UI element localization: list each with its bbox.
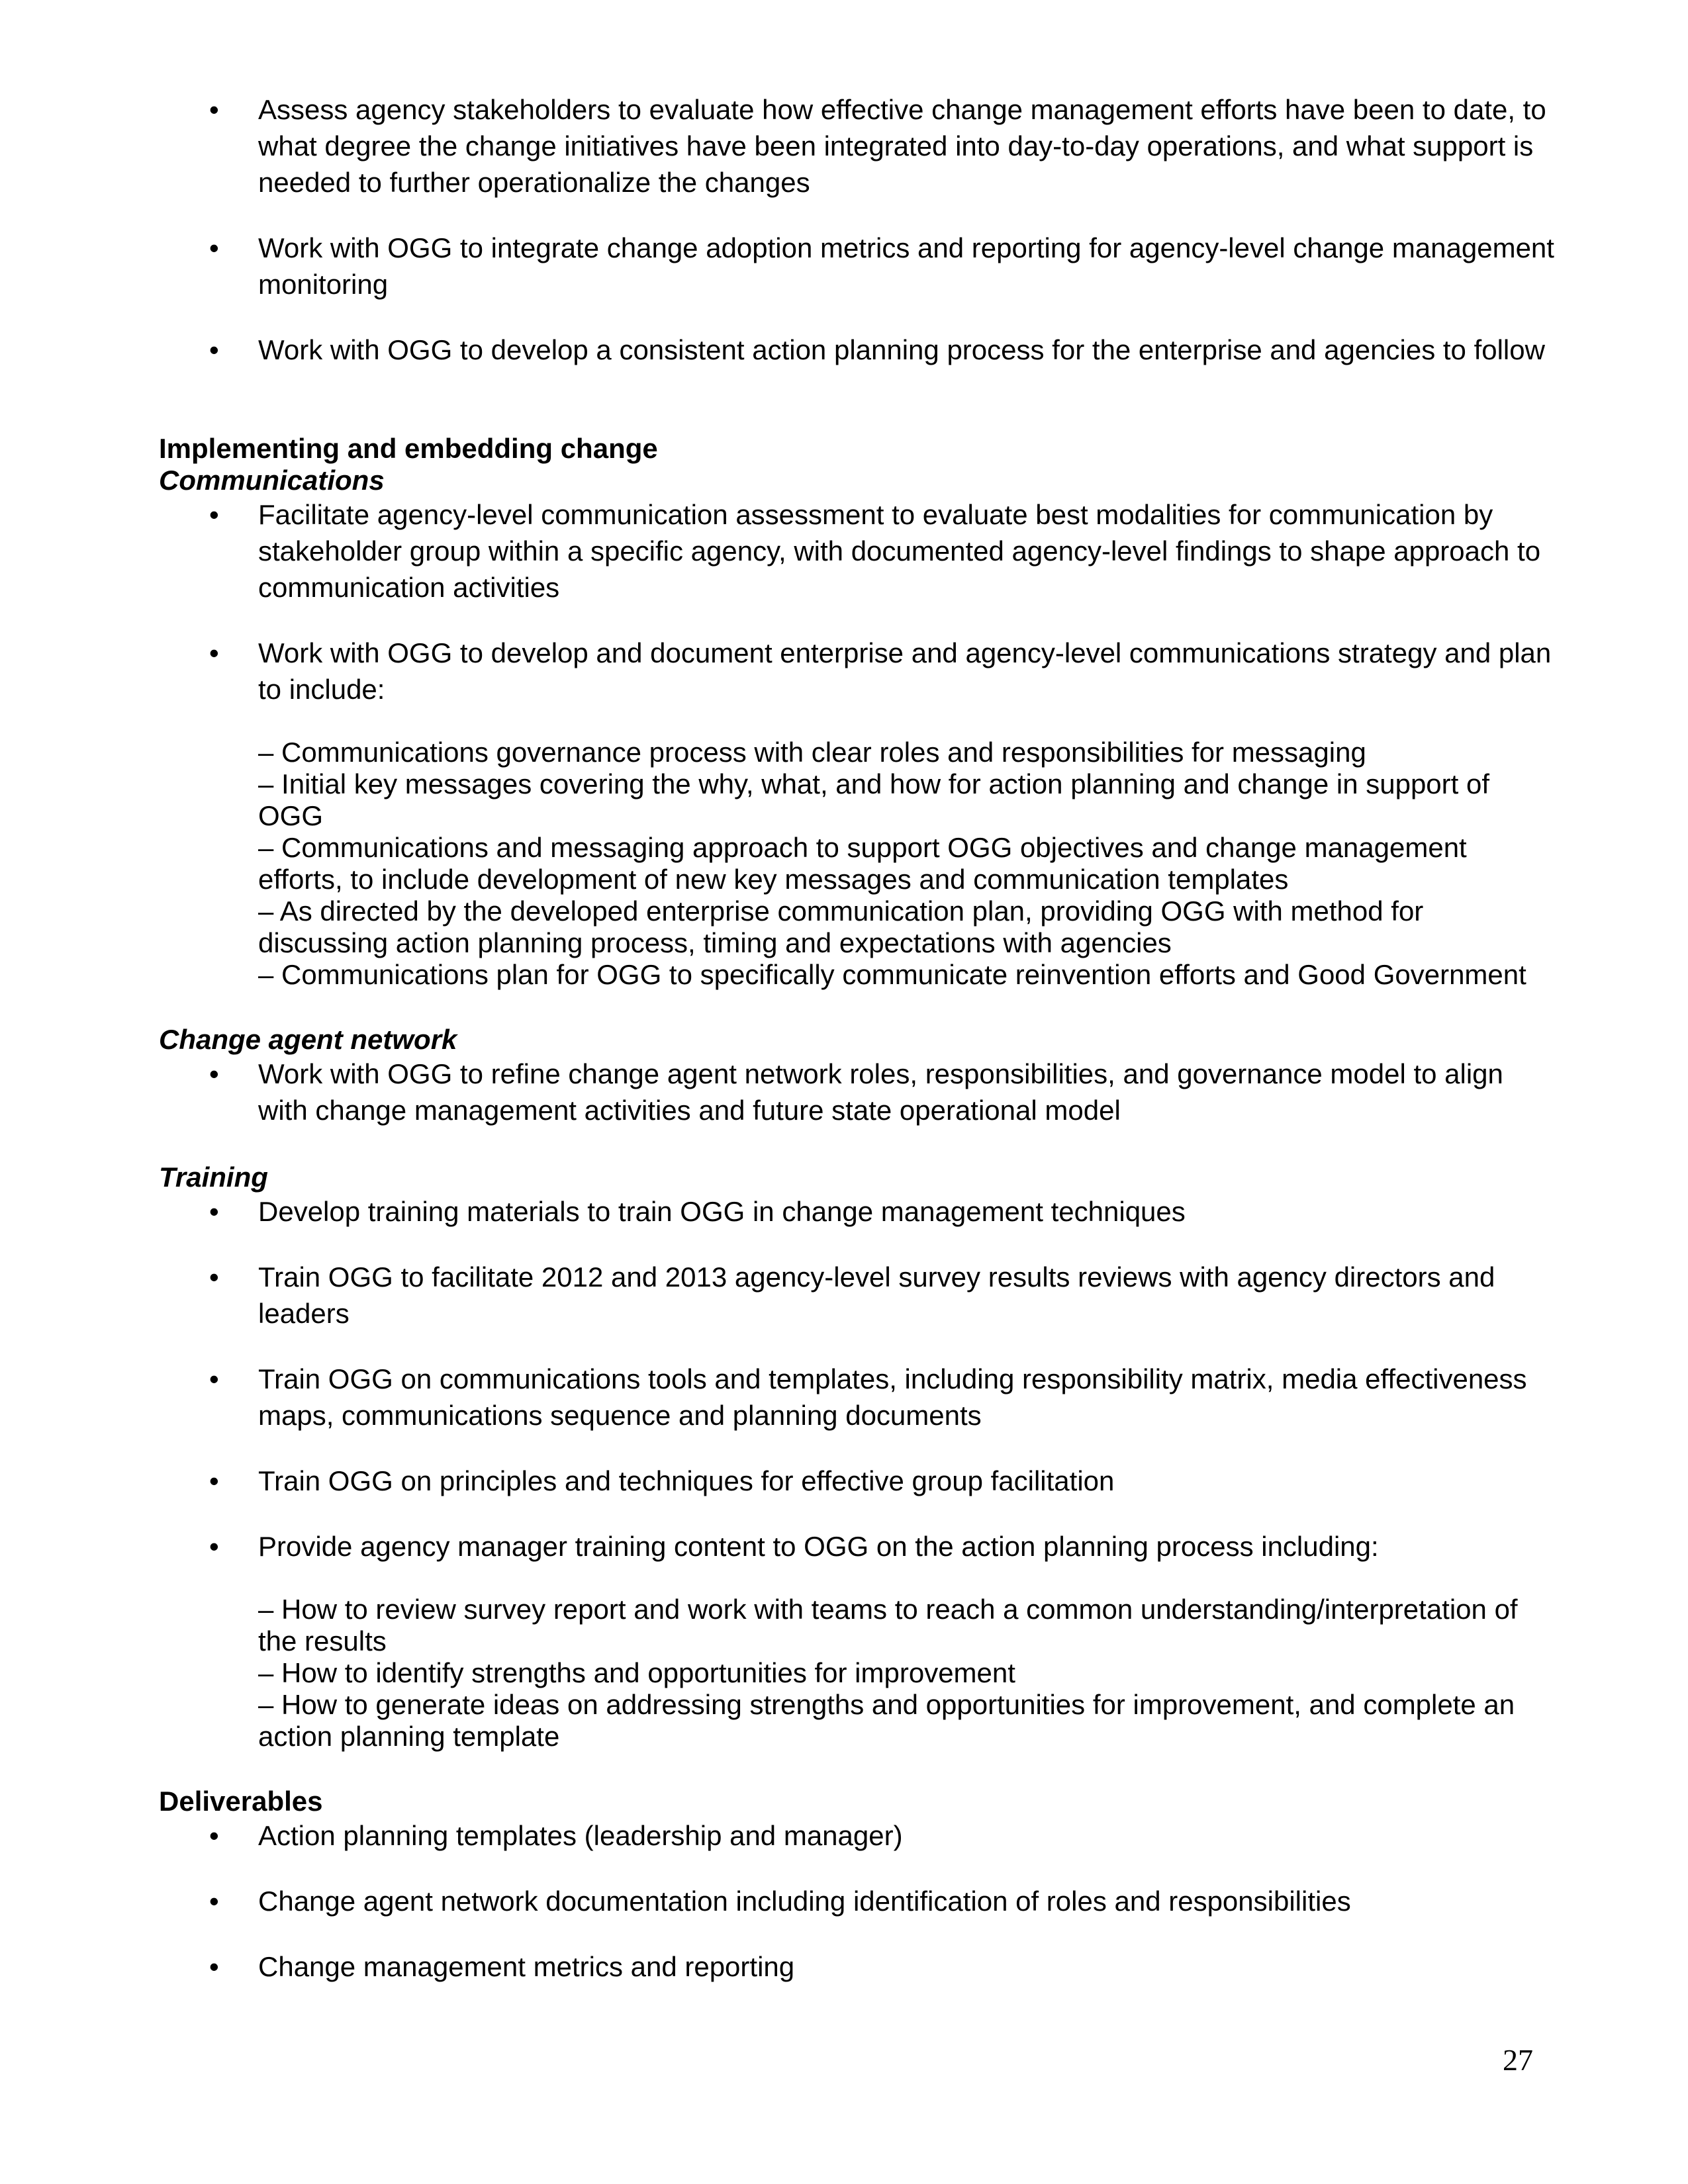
list-item (159, 1056, 1556, 1128)
sub-item: – Initial key messages covering the why, what, and how for action planning and change in support of OGG (258, 768, 1490, 831)
change-agent-section (159, 1024, 1556, 1128)
bullet-text: Train OGG on principles and techniques for effective group facilitation (258, 1465, 1115, 1496)
communications-sub-list (258, 737, 1556, 991)
sub-item: – How to generate ideas on addressing strengths and opportunities for improvement, and complete an action planning template (258, 1689, 1515, 1752)
section-heading-deliverables: Deliverables (159, 1786, 323, 1817)
bullet-text: Action planning templates (leadership and manager) (258, 1820, 903, 1851)
training-section (159, 1161, 1556, 1752)
training-sub-list (258, 1594, 1556, 1752)
list-item (159, 1259, 1556, 1332)
subsection-heading-training: Training (159, 1161, 268, 1193)
list-item (159, 1883, 1556, 1919)
bullet-icon: • (209, 1058, 219, 1089)
bullet-icon: • (209, 1363, 219, 1394)
sub-item: – How to review survey report and work with teams to reach a common understanding/interpretation of the results (258, 1594, 1518, 1657)
bullet-text: Train OGG to facilitate 2012 and 2013 agency-level survey results reviews with agency directors and leaders (258, 1261, 1495, 1329)
bullet-text: Work with OGG to develop and document enterprise and agency-level communications strategy and plan to include: (258, 637, 1552, 705)
section-heading-implementing: Implementing and embedding change (159, 433, 658, 464)
sub-item: – Communications governance process with clear roles and responsibilities for messaging (258, 737, 1366, 768)
list-item (159, 496, 1556, 606)
bullet-icon: • (209, 1531, 219, 1562)
bullet-text: Work with OGG to integrate change adoption metrics and reporting for agency-level change management monitoring (258, 232, 1554, 300)
bullet-icon: • (209, 1465, 219, 1496)
bullet-text: Change agent network documentation including identification of roles and responsibilities (258, 1886, 1351, 1917)
bullet-icon: • (209, 637, 219, 668)
list-item (159, 1948, 1556, 1985)
bullet-icon: • (209, 334, 219, 365)
bullet-icon: • (209, 232, 219, 263)
bullet-text: Provide agency manager training content to OGG on the action planning process including: (258, 1531, 1379, 1562)
bullet-text: Change management metrics and reporting (258, 1951, 795, 1982)
intro-bullet-list (159, 91, 1556, 368)
bullet-text: Train OGG on communications tools and templates, including responsibility matrix, media effectiveness maps, communications sequence and planning documents (258, 1363, 1527, 1431)
bullet-icon: • (209, 1261, 219, 1293)
sub-item: – How to identify strengths and opportunities for improvement (258, 1657, 1015, 1688)
bullet-icon: • (209, 94, 219, 125)
list-item (159, 332, 1556, 368)
change-agent-bullet-list (159, 1056, 1556, 1128)
deliverables-section (159, 1786, 1556, 1985)
list-item (159, 1463, 1556, 1499)
list-item (159, 1528, 1556, 1752)
list-item (159, 230, 1556, 302)
bullet-icon: • (209, 499, 219, 530)
bullet-icon: • (209, 1196, 219, 1227)
sub-item: – Communications plan for OGG to specifically communicate reinvention efforts and Good Government (258, 959, 1526, 990)
bullet-icon: • (209, 1951, 219, 1982)
list-item (159, 635, 1556, 991)
subsection-heading-communications: Communications (159, 465, 385, 496)
list-item (159, 1193, 1556, 1230)
sub-item: – Communications and messaging approach to support OGG objectives and change management efforts, to include development of new key messages and communication templates (258, 832, 1467, 895)
training-bullet-list (159, 1193, 1556, 1752)
page-content (159, 91, 1556, 1985)
list-item (159, 1361, 1556, 1433)
subsection-heading-change-agent: Change agent network (159, 1024, 457, 1055)
deliverables-bullet-list (159, 1817, 1556, 1985)
sub-item: – As directed by the developed enterprise communication plan, providing OGG with method for discussing action planning process, timing and expectations with agencies (258, 895, 1424, 958)
bullet-text: Develop training materials to train OGG in change management techniques (258, 1196, 1186, 1227)
list-item (159, 1817, 1556, 1854)
bullet-icon: • (209, 1886, 219, 1917)
communications-bullet-list (159, 496, 1556, 991)
bullet-text: Assess agency stakeholders to evaluate how effective change management efforts have been to date, to what degree the change initiatives have been integrated into day-to-day operations, and what support is needed to further operationalize the changes (258, 94, 1546, 198)
bullet-text: Facilitate agency-level communication assessment to evaluate best modalities for communication by stakeholder group within a specific agency, with documented agency-level findings to shape approach to communication activities (258, 499, 1541, 603)
list-item (159, 91, 1556, 201)
page-number: 27 (1503, 2043, 1533, 2077)
bullet-icon: • (209, 1820, 219, 1851)
bullet-text: Work with OGG to refine change agent network roles, responsibilities, and governance model to align with change management activities and future state operational model (258, 1058, 1503, 1126)
bullet-text: Work with OGG to develop a consistent action planning process for the enterprise and agencies to follow (258, 334, 1545, 365)
implementing-section (159, 433, 1556, 991)
